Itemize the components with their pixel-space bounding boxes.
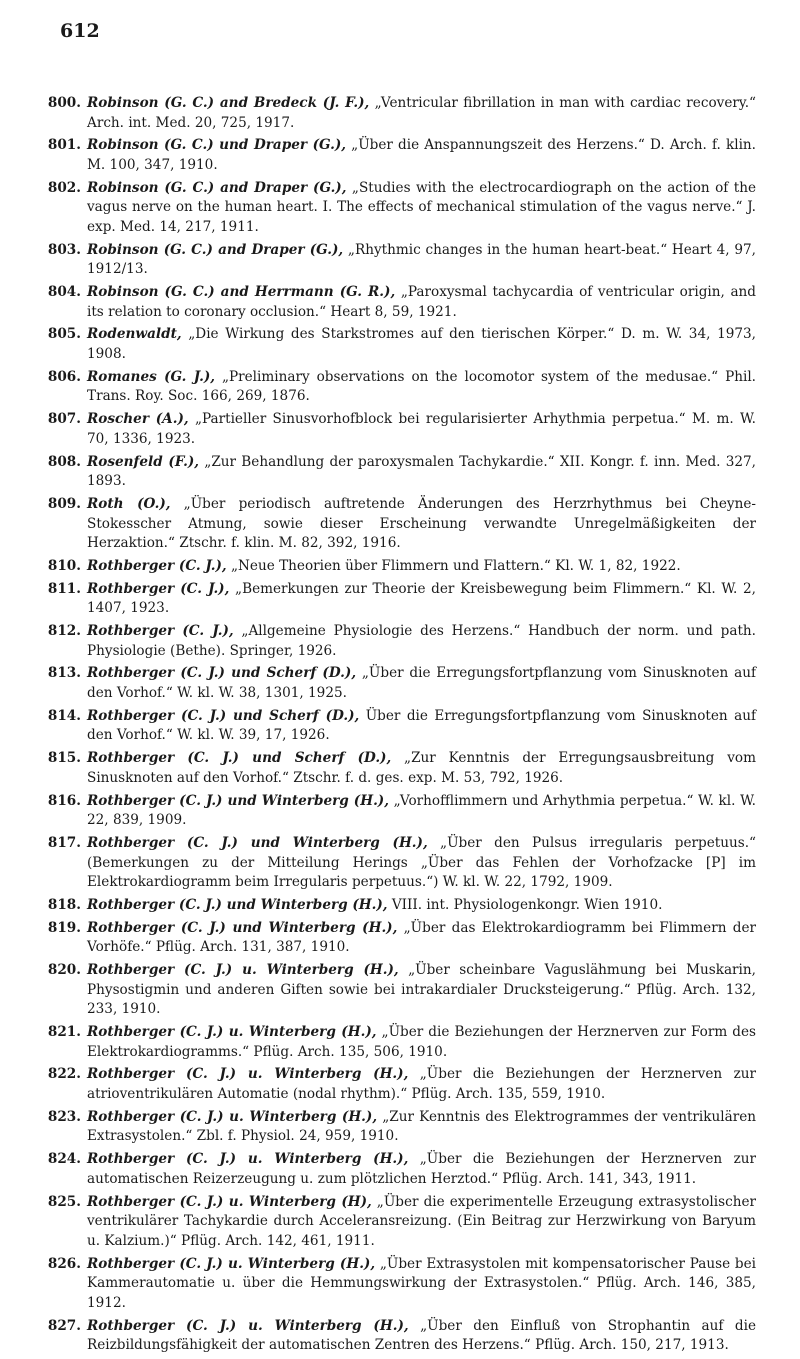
reference-body <box>87 1255 756 1314</box>
reference-citation: „Über Extrasystolen mit kompensatorischer Pause bei Kammerautomatie u. über die Hemmungswirkung der Extrasystolen.“ Pflüg. Arch. 146, 385, 1912. <box>87 1255 756 1311</box>
reference-authors: Rodenwaldt, <box>87 326 182 343</box>
reference-authors: Rothberger (C. J.) u. Winterberg (H.), <box>87 1151 409 1168</box>
reference-entry <box>40 896 756 916</box>
reference-number: 827. <box>47 1317 81 1334</box>
reference-body <box>87 495 756 554</box>
reference-entry <box>40 1108 756 1147</box>
reference-number: 819. <box>47 919 81 936</box>
reference-authors: Rothberger (C. J.), <box>87 580 230 597</box>
reference-citation: Über die Erregungsfortpflanzung vom Sinusknoten auf den Vorhof.“ W. kl. W. 39, 17, 1926. <box>87 707 756 744</box>
reference-citation: VIII. int. Physiologenkongr. Wien 1910. <box>387 896 663 913</box>
reference-number: 800. <box>47 95 81 111</box>
reference-number: 814. <box>47 707 81 724</box>
page-number: 612 <box>60 20 100 42</box>
reference-citation: „Neue Theorien über Flimmern und Flattern.“ Kl. W. 1, 82, 1922. <box>226 557 681 574</box>
reference-entry <box>40 1255 756 1314</box>
reference-citation: „Preliminary observations on the locomotor system of the medusae.“ Phil. Trans. Roy. Soc. 166, 269, 1876. <box>87 368 756 405</box>
reference-number: 804. <box>47 284 81 301</box>
reference-body <box>87 896 756 916</box>
reference-authors: Rothberger (C. J.) u. Winterberg (H.), <box>87 1024 377 1041</box>
reference-authors: Rothberger (C. J.) u. Winterberg (H.), <box>87 1317 409 1334</box>
reference-authors: Rothberger (C. J.), <box>87 623 234 640</box>
reference-number: 826. <box>47 1255 81 1272</box>
reference-citation: „Über periodisch auftretende Änderungen des Herzrhythmus bei Cheyne-Stokesscher Atmung, sowie dieser Erscheinung verwandte Unregelmäßigkeiten der Herzaktion.“ Ztschr. f. klin. M. 82, 392, 1916. <box>87 495 756 552</box>
reference-citation: „Zur Kenntnis des Elektrogrammes der ventrikulären Extrasystolen.“ Zbl. f. Physiol. 24, 959, 1910. <box>87 1108 756 1145</box>
reference-citation: „Allgemeine Physiologie des Herzens.“ Handbuch der norm. und path. Physiologie (Bethe). Springer, 1926. <box>87 623 756 659</box>
reference-citation: „Partieller Sinusvorhofblock bei regularisierter Arhythmia perpetua.“ M. m. W. 70, 1336, 1923. <box>87 411 756 447</box>
reference-authors: Rothberger (C. J.) und Scherf (D.), <box>87 665 357 682</box>
reference-number: 824. <box>47 1151 81 1168</box>
reference-number: 813. <box>47 665 81 682</box>
reference-body <box>87 749 756 788</box>
reference-number: 802. <box>47 179 81 196</box>
reference-number: 810. <box>47 557 81 574</box>
reference-authors: Roscher (A.), <box>87 411 189 428</box>
reference-body <box>87 1023 756 1062</box>
reference-entry <box>40 664 756 703</box>
reference-number: 821. <box>47 1024 81 1041</box>
reference-body <box>87 919 756 958</box>
reference-entry <box>40 241 756 280</box>
reference-entry <box>40 368 756 407</box>
reference-number: 809. <box>47 495 81 512</box>
reference-body <box>87 283 756 322</box>
reference-citation: „Ventricular fibrillation in man with cardiac recovery.“ Arch. int. Med. 20, 725, 1917. <box>87 95 757 131</box>
reference-citation: „Über die experimentelle Erzeugung extrasystolischer ventrikulärer Tachykardie durch Acceleransreizung. (Ein Beitrag zur Herzwirkung von Baryum u. Kalzium.)“ Pflüg. Arch. 142, 461, 1911. <box>87 1193 756 1249</box>
reference-entry <box>40 834 756 893</box>
reference-authors: Roth (O.), <box>87 495 171 512</box>
reference-number: 807. <box>47 411 81 428</box>
reference-citation: „Über die Beziehungen der Herznerven zur automatischen Reizerzeugung u. zum plötzlichen Herztod.“ Pflüg. Arch. 141, 343, 1911. <box>87 1151 756 1187</box>
reference-entry <box>40 1193 756 1252</box>
reference-entry <box>40 792 756 831</box>
reference-entry <box>40 707 756 746</box>
reference-citation: „Vorhofflimmern und Arhythmia perpetua.“ W. kl. W. 22, 839, 1909. <box>87 792 756 829</box>
reference-citation: „Über die Anspannungszeit des Herzens.“ D. Arch. f. klin. M. 100, 347, 1910. <box>87 137 756 173</box>
reference-body <box>87 580 756 619</box>
reference-body <box>87 1108 756 1147</box>
reference-citation: „Zur Behandlung der paroxysmalen Tachykardie.“ XII. Kongr. f. inn. Med. 327, 1893. <box>87 453 756 490</box>
reference-body <box>87 179 756 238</box>
reference-body <box>87 664 756 703</box>
reference-entry <box>40 961 756 1020</box>
reference-authors: Rothberger (C. J.) und Scherf (D.), <box>87 707 360 724</box>
reference-number: 801. <box>47 137 81 154</box>
reference-entry <box>40 1023 756 1062</box>
reference-number: 812. <box>47 623 81 640</box>
reference-authors: Rosenfeld (F.), <box>87 453 200 470</box>
reference-authors: Rothberger (C. J.) und Winterberg (H.), <box>87 792 389 809</box>
reference-authors: Robinson (G. C.) and Draper (G.), <box>87 179 347 196</box>
reference-citation: „Über das Elektrokardiogramm bei Flimmern der Vorhöfe.“ Pflüg. Arch. 131, 387, 1910. <box>87 919 756 956</box>
reference-body <box>87 557 756 577</box>
reference-citation: „Rhythmic changes in the human heart-beat.“ Heart 4, 97, 1912/13. <box>87 241 756 278</box>
reference-body <box>87 792 756 831</box>
reference-number: 822. <box>47 1066 81 1083</box>
reference-entry <box>40 1150 756 1189</box>
reference-body <box>87 1193 756 1252</box>
reference-body <box>87 834 756 893</box>
reference-entry <box>40 453 756 492</box>
reference-authors: Rothberger (C. J.) und Winterberg (H.), <box>87 919 398 936</box>
reference-entry <box>40 1317 756 1356</box>
reference-authors: Rothberger (C. J.) u. Winterberg (H.), <box>87 1255 376 1272</box>
reference-entry <box>40 94 756 133</box>
reference-number: 811. <box>47 580 81 597</box>
reference-number: 806. <box>47 368 81 385</box>
reference-body <box>87 707 756 746</box>
reference-authors: Rothberger (C. J.) und Winterberg (H.), <box>87 896 388 913</box>
reference-entry <box>40 557 756 577</box>
reference-authors: Rothberger (C. J.), <box>87 557 227 574</box>
reference-citation: „Über den Pulsus irregularis perpetuus.“ (Bemerkungen zu der Mitteilung Herings „Über das Fehlen der Vorhofzacke [P] im Elektrokardiogramm beim Irregularis perpetuus.“) W. kl. W. 22, 1792, 1909. <box>87 834 756 891</box>
reference-entry <box>40 919 756 958</box>
reference-citation: „Die Wirkung des Starkstromes auf den tierischen Körper.“ D. m. W. 34, 1973, 1908. <box>87 326 756 363</box>
reference-authors: Rothberger (C. J.) u. Winterberg (H), <box>87 1193 372 1210</box>
reference-citation: „Über die Erregungsfortpflanzung vom Sinusknoten auf den Vorhof.“ W. kl. W. 38, 1301, 1925. <box>87 665 756 702</box>
reference-authors: Rothberger (C. J.) u. Winterberg (H.), <box>87 1066 409 1083</box>
reference-entry <box>40 1065 756 1104</box>
reference-body <box>87 1150 756 1189</box>
reference-authors: Robinson (G. C.) and Bredeck (J. F.), <box>87 95 370 111</box>
reference-number: 823. <box>47 1108 81 1125</box>
reference-number: 803. <box>47 241 81 258</box>
reference-authors: Robinson (G. C.) and Herrmann (G. R.), <box>87 284 396 301</box>
reference-number: 820. <box>47 962 81 979</box>
reference-number: 816. <box>47 792 81 809</box>
reference-entry <box>40 580 756 619</box>
reference-authors: Robinson (G. C.) and Draper (G.), <box>87 241 344 258</box>
reference-body <box>87 1317 756 1356</box>
reference-body <box>87 961 756 1020</box>
reference-body <box>87 453 756 492</box>
reference-citation: „Über die Beziehungen der Herznerven zur atrioventrikulären Automatie (nodal rhythm).“ Pflüg. Arch. 135, 559, 1910. <box>87 1066 756 1103</box>
reference-body <box>87 325 756 364</box>
reference-body <box>87 622 756 661</box>
reference-citation: „Bemerkungen zur Theorie der Kreisbewegung beim Flimmern.“ Kl. W. 2, 1407, 1923. <box>87 580 756 617</box>
reference-number: 818. <box>47 896 81 913</box>
reference-number: 825. <box>47 1193 81 1210</box>
reference-body <box>87 136 756 175</box>
reference-number: 815. <box>47 750 81 767</box>
reference-number: 808. <box>47 453 81 470</box>
reference-entry <box>40 325 756 364</box>
reference-authors: Rothberger (C. J.) und Winterberg (H.), <box>87 834 428 851</box>
reference-body <box>87 241 756 280</box>
reference-citation: „Studies with the electrocardiograph on the action of the vagus nerve on the human heart. I. The effects of mechanical stimulation of the vagus nerve.“ J. exp. Med. 14, 217, 1911. <box>87 179 756 235</box>
reference-citation: „Über scheinbare Vaguslähmung bei Muskarin, Physostigmin und anderen Giften sowie bei intrakardialer Drucksteigerung.“ Pflüg. Arch. 132, 233, 1910. <box>87 962 756 1018</box>
reference-entry <box>40 179 756 238</box>
reference-body <box>87 410 756 449</box>
reference-entry <box>40 283 756 322</box>
reference-entry <box>40 622 756 661</box>
reference-authors: Rothberger (C. J.) und Scherf (D.), <box>87 750 392 767</box>
reference-citation: „Über den Einfluß von Strophantin auf die Reizbildungsfähigkeit der automatischen Zentren des Herzens.“ Pflüg. Arch. 150, 217, 1913. <box>87 1317 756 1354</box>
reference-citation: „Zur Kenntnis der Erregungsausbreitung vom Sinusknoten auf den Vorhof.“ Ztschr. f. d. ges. exp. M. 53, 792, 1926. <box>87 750 756 786</box>
reference-entry <box>40 410 756 449</box>
reference-authors: Rothberger (C. J.) u. Winterberg (H.), <box>87 1108 378 1125</box>
reference-body <box>87 368 756 407</box>
reference-authors: Rothberger (C. J.) u. Winterberg (H.), <box>87 962 399 979</box>
reference-citation: „Paroxysmal tachycardia of ventricular origin, and its relation to coronary occlusion.“ Heart 8, 59, 1921. <box>87 284 757 320</box>
reference-number: 817. <box>47 834 81 851</box>
reference-entry <box>40 136 756 175</box>
reference-body <box>87 94 756 133</box>
reference-body <box>87 1065 756 1104</box>
reference-list <box>40 94 756 1359</box>
reference-entry <box>40 495 756 554</box>
reference-entry <box>40 749 756 788</box>
reference-number: 805. <box>47 326 81 343</box>
reference-authors: Robinson (G. C.) und Draper (G.), <box>87 137 347 154</box>
reference-authors: Romanes (G. J.), <box>87 368 216 385</box>
reference-citation: „Über die Beziehungen der Herznerven zur Form des Elektrokardiogramms.“ Pflüg. Arch. 135, 506, 1910. <box>87 1024 756 1060</box>
